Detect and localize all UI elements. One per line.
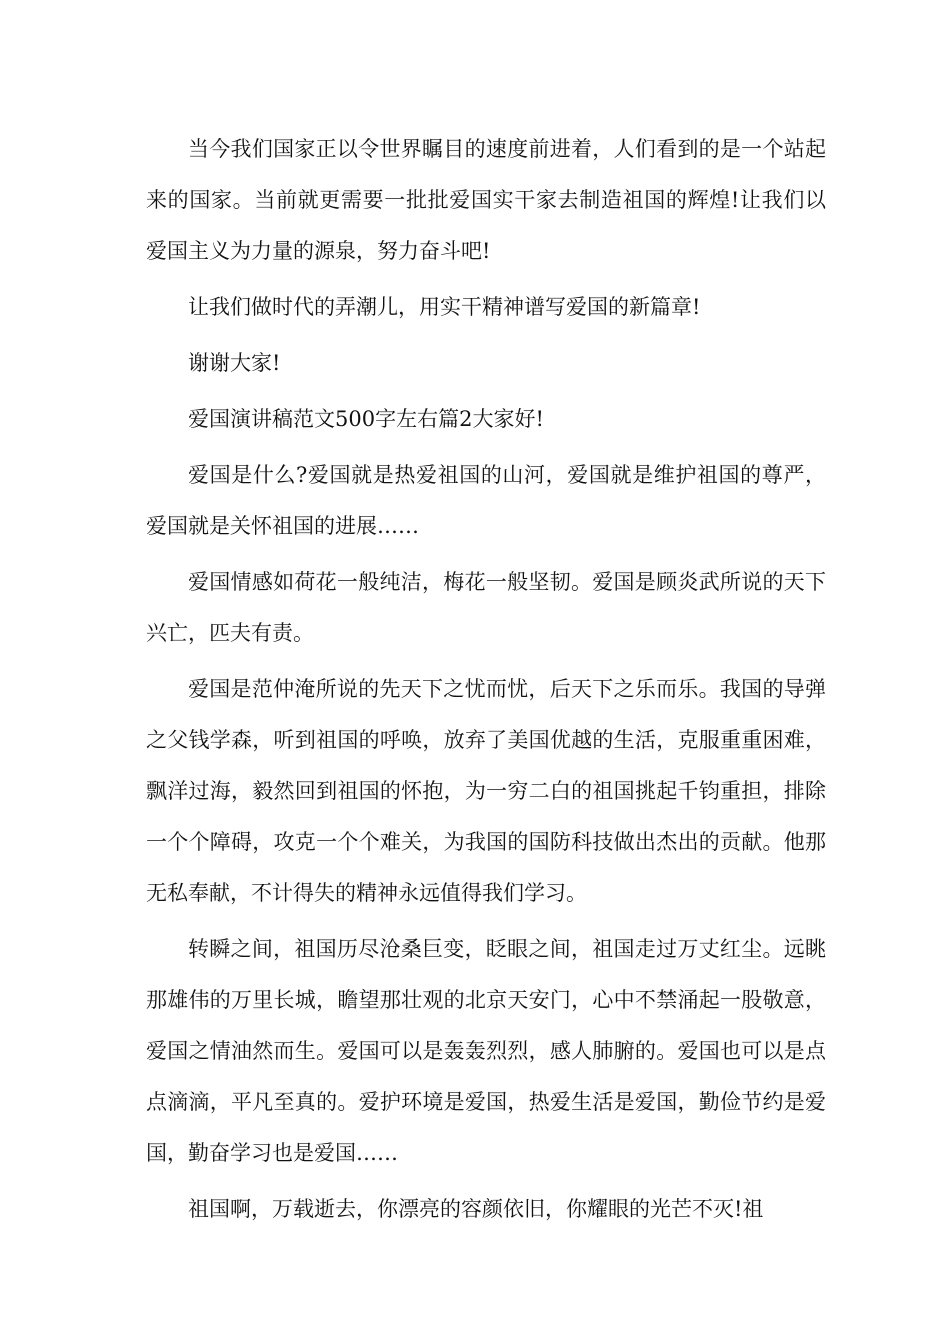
paragraph: 转瞬之间，祖国历尽沧桑巨变，眨眼之间，祖国走过万丈红尘。远眺那雄伟的万里长城，瞻望那壮观的北京天安门，心中不禁涌起一股敬意，爱国之情油然而生。爱国可以是轰轰烈烈，感人肺腑的。爱国也可以是点点滴滴，平凡至真的。爱护环境是爱国，热爱生活是爱国，勤俭节约是爱国，勤奋学习也是爱国…… (146, 937, 826, 1165)
paragraph: 爱国情感如荷花一般纯洁，梅花一般坚韧。爱国是顾炎武所说的天下兴亡，匹夫有责。 (146, 570, 826, 645)
section-heading: 爱国演讲稿范文500字左右篇2大家好! (188, 407, 544, 431)
paragraph: 让我们做时代的弄潮儿，用实干精神谱写爱国的新篇章! (188, 295, 701, 319)
paragraph: 爱国是范仲淹所说的先天下之忧而忧，后天下之乐而乐。我国的导弹之父钱学森，听到祖国的呼唤，放弃了美国优越的生活，克服重重困难，飘洋过海，毅然回到祖国的怀抱，为一穷二白的祖国挑起千钧重担，排除一个个障碍，攻克一个个难关，为我国的国防科技做出杰出的贡献。他那无私奉献，不计得失的精神永远值得我们学习。 (146, 677, 826, 905)
document-body (146, 124, 826, 1240)
paragraph: 谢谢大家! (188, 351, 281, 375)
paragraph: 爱国是什么?爱国就是热爱祖国的山河，爱国就是维护祖国的尊严，爱国就是关怀祖国的进展…… (146, 463, 826, 538)
paragraph: 当今我们国家正以令世界瞩目的速度前进着，人们看到的是一个站起来的国家。当前就更需要一批批爱国实干家去制造祖国的辉煌!让我们以爱国主义为力量的源泉，努力奋斗吧! (146, 137, 826, 263)
paragraph: 祖国啊，万载逝去，你漂亮的容颜依旧，你耀眼的光芒不灭!祖 (188, 1197, 764, 1221)
